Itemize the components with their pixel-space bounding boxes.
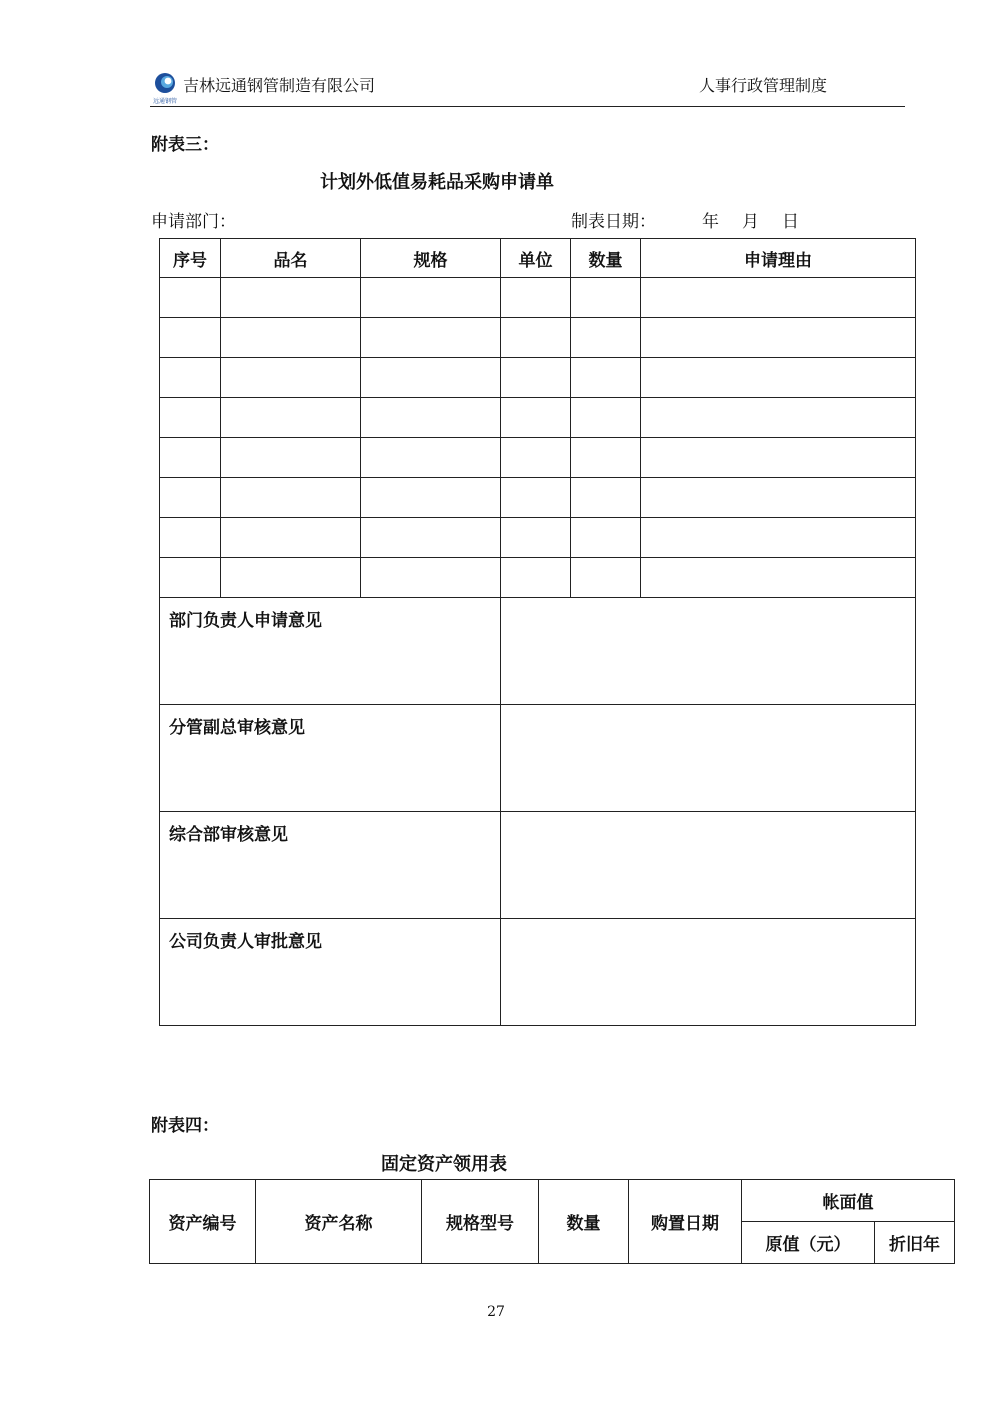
approval-label-vp: 分管副总审核意见 xyxy=(160,705,501,812)
logo-text: 远通钢管 xyxy=(152,98,178,105)
table-cell[interactable] xyxy=(641,358,916,398)
table-cell[interactable] xyxy=(641,518,916,558)
table-cell[interactable] xyxy=(501,558,571,598)
table-cell[interactable] xyxy=(501,358,571,398)
table-cell[interactable] xyxy=(221,438,361,478)
table-cell[interactable] xyxy=(361,358,501,398)
appendix4-title: 固定资产领用表 xyxy=(381,1154,507,1175)
table-cell[interactable] xyxy=(160,518,221,558)
table-cell[interactable] xyxy=(641,438,916,478)
col-header: 数量 xyxy=(539,1180,629,1264)
table-cell[interactable] xyxy=(160,318,221,358)
approval-field[interactable] xyxy=(501,705,916,812)
table-cell[interactable] xyxy=(361,398,501,438)
col-header: 品名 xyxy=(221,239,361,278)
table-cell[interactable] xyxy=(361,438,501,478)
date-year: 年 xyxy=(702,212,719,232)
policy-title: 人事行政管理制度 xyxy=(699,76,828,95)
appendix3-title: 计划外低值易耗品采购申请单 xyxy=(320,172,554,193)
table-cell[interactable] xyxy=(501,478,571,518)
col-header: 购置日期 xyxy=(629,1180,742,1264)
table-cell[interactable] xyxy=(501,318,571,358)
approval-field[interactable] xyxy=(501,598,916,705)
table-row xyxy=(160,438,916,478)
table-header-row xyxy=(160,239,916,278)
table-cell[interactable] xyxy=(221,278,361,318)
date-month: 月 xyxy=(742,212,759,232)
appendix3-label: 附表三： xyxy=(151,135,219,155)
date-label: 制表日期： xyxy=(571,212,656,232)
table-cell[interactable] xyxy=(361,518,501,558)
table-cell[interactable] xyxy=(501,278,571,318)
table-cell[interactable] xyxy=(641,318,916,358)
table-row xyxy=(160,398,916,438)
approval-label-dept-head: 部门负责人申请意见 xyxy=(160,598,501,705)
col-header: 申请理由 xyxy=(641,239,916,278)
table-cell[interactable] xyxy=(501,398,571,438)
table-cell[interactable] xyxy=(221,398,361,438)
table-cell[interactable] xyxy=(361,478,501,518)
table-cell[interactable] xyxy=(571,358,641,398)
table-cell[interactable] xyxy=(361,558,501,598)
original-value-header: 原值（元） xyxy=(742,1222,875,1264)
table-cell[interactable] xyxy=(571,518,641,558)
table-row xyxy=(160,358,916,398)
table-cell[interactable] xyxy=(641,478,916,518)
table-cell[interactable] xyxy=(501,438,571,478)
table-cell[interactable] xyxy=(160,398,221,438)
table-row xyxy=(160,478,916,518)
depreciation-header: 折旧年 xyxy=(875,1222,955,1264)
table-row xyxy=(160,518,916,558)
approval-label-general-dept: 综合部审核意见 xyxy=(160,812,501,919)
table-row xyxy=(160,278,916,318)
approval-row xyxy=(160,598,916,705)
table-row xyxy=(160,318,916,358)
col-header: 资产名称 xyxy=(256,1180,422,1264)
table-cell[interactable] xyxy=(501,518,571,558)
table-cell[interactable] xyxy=(361,278,501,318)
col-header: 序号 xyxy=(160,239,221,278)
table-cell[interactable] xyxy=(160,558,221,598)
table-cell[interactable] xyxy=(221,478,361,518)
table-cell[interactable] xyxy=(571,558,641,598)
approval-row xyxy=(160,705,916,812)
purchase-request-table xyxy=(159,238,916,1026)
table-cell[interactable] xyxy=(160,438,221,478)
approval-field[interactable] xyxy=(501,812,916,919)
appendix4-label: 附表四： xyxy=(151,1116,219,1136)
table-cell[interactable] xyxy=(571,478,641,518)
table-cell[interactable] xyxy=(641,278,916,318)
table-cell[interactable] xyxy=(160,278,221,318)
table-cell[interactable] xyxy=(571,318,641,358)
table-row xyxy=(160,558,916,598)
approval-row xyxy=(160,812,916,919)
col-header: 规格 xyxy=(361,239,501,278)
table-cell[interactable] xyxy=(221,558,361,598)
header-divider xyxy=(150,106,905,107)
table-cell[interactable] xyxy=(361,318,501,358)
dept-label: 申请部门： xyxy=(151,212,236,232)
table-cell[interactable] xyxy=(571,398,641,438)
table-cell[interactable] xyxy=(641,558,916,598)
table-cell[interactable] xyxy=(160,478,221,518)
date-day: 日 xyxy=(782,212,799,232)
asset-header-row xyxy=(150,1180,955,1222)
col-header: 规格型号 xyxy=(422,1180,539,1264)
book-value-header: 帐面值 xyxy=(742,1180,955,1222)
approval-field[interactable] xyxy=(501,919,916,1026)
approval-row xyxy=(160,919,916,1026)
table-cell[interactable] xyxy=(221,518,361,558)
table-cell[interactable] xyxy=(221,358,361,398)
table-cell[interactable] xyxy=(571,278,641,318)
fixed-asset-table xyxy=(149,1179,955,1264)
company-name: 吉林远通钢管制造有限公司 xyxy=(183,76,376,95)
page-number: 27 xyxy=(487,1304,505,1320)
col-header: 资产编号 xyxy=(150,1180,256,1264)
table-cell[interactable] xyxy=(571,438,641,478)
approval-label-company-head: 公司负责人审批意见 xyxy=(160,919,501,1026)
table-cell[interactable] xyxy=(641,398,916,438)
company-logo xyxy=(150,71,180,105)
table-cell[interactable] xyxy=(160,358,221,398)
col-header: 数量 xyxy=(571,239,641,278)
table-cell[interactable] xyxy=(221,318,361,358)
col-header: 单位 xyxy=(501,239,571,278)
